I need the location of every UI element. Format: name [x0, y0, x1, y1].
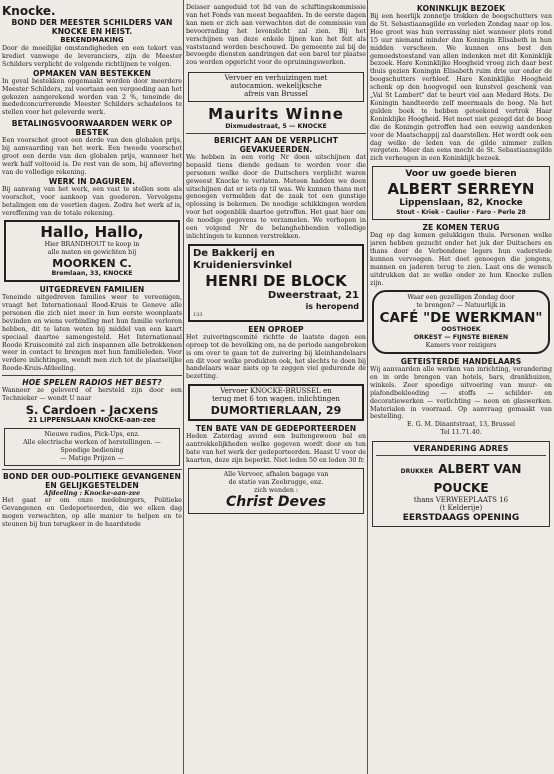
headline: HOE SPELEN RADIOS HET BEST?: [22, 378, 162, 388]
advert-address: Dweerstraat, 21: [267, 289, 359, 301]
article-text: Bij een heerlijk zonnetje trokken de boogschutters van de St. Sebastiaansgilde en verleden Zondag naar op los. Hoe groot was hun verrassing niet wanneer plots rond 15 uur niemand minder dan Koningin Elisabeth in hun midden verscheen. We kunnen ons best den gemoedstoestand van allen indenken met dit Koninklijk bezoek. Hare Koninklijke Hoogheid vroeg zich daar best thuis gezien Koningin Elisabeth ruim drie uur onder de boogschutters verbleef. Hare Koninklijke Hoogheid schonk op den hoogvogel een kunstvol geschenk van „Val St Lambert" dat te beurt viel aan Medard Hots. De Koningin handteerde zelf meermaals de boog. Na het gulden boek te hebben geteekend vertrok Haar Koninklijke Hoogheid. Het moet niet gezegd dat de boog die de Koningin getroffen had een eeuwig aandenken voor de Maatschappij zal daarstellen. Het wordt ook een dag welke de leden van de gilde nimmer zullen vergeten. Meer dan eens mocht de St. Sebastiaansgilde zich verheugen in een Koninklijk bezoek.: [370, 13, 552, 163]
advert-address: Dixmudestraat, 5 — KNOCKE: [225, 122, 327, 130]
advert-name: S. Cardoen - Jacxens: [25, 403, 159, 417]
advert-cafe: [372, 290, 550, 354]
advert-text: terug met 6 ton wagen. inlichtingen: [212, 395, 340, 404]
advert-name: Christ Deves: [226, 494, 326, 511]
advert-address: DUMORTIERLAAN, 29: [210, 404, 342, 418]
advert-prefix: DRUKKER: [400, 468, 434, 476]
article-text: Het gaat er om onze medeburgers, Politieke Gevangenen en Gedeporteerden, die we elken dag mogen verwachten, op alle manier te helpen en te steunen bij hun terugkeer in de haardstede: [2, 497, 182, 529]
advert-text: zich wenden :: [253, 486, 299, 494]
separator: [2, 469, 182, 470]
advert-bakkerij: [188, 244, 364, 322]
column-rule: [183, 0, 184, 774]
subheadline: Afdeeling : Knocke-aan-zee: [43, 489, 141, 497]
separator: [2, 375, 182, 376]
advert-bieren: [372, 166, 550, 220]
advert-text: De Bakkerij en: [193, 247, 275, 259]
article-text: Heden Zaterdag avond een buitengewoon bal en aantrekkelijkheden welke gegeven wordt door en ten bate van het werk der gedeporteerden. Haast U voor de kaarten, deze zijn beperkt. Niet leden 50 en leden 30 fr.: [186, 433, 366, 464]
headline: VERANDERING ADRES: [413, 444, 509, 454]
advert-text: is heropend: [305, 301, 359, 311]
headline: BOND DER OUD-POLITIEKE GEVANGENEN EN GELIJKGESTELDEN: [3, 471, 181, 490]
advert-name: ALBERT SERREYN: [387, 180, 535, 199]
advert-address: Bremlaan, 33, KNOCKE: [51, 270, 133, 278]
advert-adres: [372, 441, 550, 527]
headline: KONINKLIJK BEZOEK: [416, 4, 506, 13]
subheadline: BETALINGSVOORWAARDEN WERK OP BESTEK: [11, 119, 173, 138]
advert-name: ALBERT VAN POUCKE: [433, 462, 522, 496]
article-text: Door de moeilijke omstandigheden en een tekort van krediet vanwege de leveranciers, zijn de Meester Schilders verplicht de volgende richtlijnen te volgen.: [2, 45, 182, 68]
advert-text: Nieuwe radios, Pick-Ups, enz.: [44, 430, 140, 438]
advert-name: CAFÉ "DE WERKMAN": [379, 310, 543, 327]
town-heading: Knocke.: [2, 4, 56, 18]
subheadline: WERK IN DAGUREN.: [48, 176, 136, 186]
advert-text: Stout - Kriek - Caulier - Faro - Perle 28: [396, 209, 526, 217]
advert-text: Vervoer KNOCKE-BRUSSEL en: [220, 387, 332, 396]
column-right: [370, 0, 552, 774]
advert-text: thans VERWEEPLAATS 16: [413, 496, 509, 505]
article-text: Deisser aangeduid tot lid van de schiftingskommissie van het Fonds van meest begaafden. In de eerste dagen kan men er zich aan verwachten dat de commissie van bevoorrading het levenslicht zal zien. Bij het verschijnen van deze enkele lijnen kan het feit als vaststaand worden beschouwd. De gemeente zal bij de bevoegde diensten aandringen dat een barel ter plaatse zou worden opgericht voor de opruimingswerken.: [186, 4, 366, 67]
article-text: Wij aanvaarden alle werken van inrichting, verandering en in orde brengen van hotels, bars, drankhuizen, winkels. Zeer spoedige uitvoering van muur- en plafondbekleeding — stoffs — schilder- en decoratiewerken — verlichting — neon en glaswerken. Materialen in voorraad. Op aanvraag gemaakt van bestelling.: [370, 366, 552, 421]
advert-number: 133: [193, 311, 203, 318]
advert-name: Maurits Winne: [208, 104, 344, 123]
article-text: Een voorschot groot een derde van den globalen prijs, bij aanvaarding van het werk. Een tweede voorschot groot een derde van den globalen prijs, wanneer het werk half voltooid is. De rest van de som, bij aflevering van de volledige rekening.: [2, 137, 182, 176]
headline: GETEISTERDE HANDELAARS: [400, 357, 522, 366]
advert-text: Waar een gezelligen Zondag door: [407, 294, 515, 302]
advert-text: alle maten en gewichten bij: [47, 249, 137, 257]
separator: [376, 455, 546, 456]
article-text: In geval bestekken opgemaakt worden door meerdere Meester Schilders, zal voortaan een vergoeding aan het gekozen aangerekend worden van 2 %, teneinde de mededconcurrerende Meester Schilders schadeloos te stellen voor het geleverde werk.: [2, 77, 182, 117]
advert-text: — Matige Prijzen —: [60, 454, 124, 462]
advert-knocke-brussel: [188, 384, 364, 421]
advert-vervoer: [188, 72, 364, 102]
article-text: Tel 11.71.40.: [440, 429, 482, 437]
subheadline: BEKENDMAKING: [60, 36, 124, 44]
headline: BOND DER MEESTER SCHILDERS VAN KNOCKE EN HEIST.: [11, 18, 173, 36]
article-text: We hebben in een vorig Nr doen uitschijnen dat bepaald tiens diende gedaan te worden voor die personen welke door de Duitschers verplicht waren geweest Knocke te verlaten. Meteen hadden we doen uitschijnen dat er iets op til was. We kunnen thans met genoegen vermelden dat de zaak tot een gunstige oplossing is bekomen. De noodige schikkingen worden voor het oogenblik daartoe getroffen. Het gaat hier om de noodige gegevens te verzamelen. We verhopen in een volgend Nr de belanghebbenden volledige inlichtingen te kunnen verstrekken.: [186, 153, 366, 240]
article-text: E. G. M. Dinantstraat, 13, Brussel: [406, 421, 516, 429]
advert-text: Vervoer en verhuizingen met: [224, 74, 328, 83]
column-left: [2, 0, 182, 774]
advert-text: EERSTDAAGS OPENING: [402, 512, 520, 523]
advert-address: Lippenslaan, 82, Knocke: [399, 198, 523, 209]
headline: ZE KOMEN TERUG: [422, 223, 500, 233]
advert-text: te brengen? — Natuurlijk in: [416, 302, 506, 310]
advert-address: 21 LIPPENSLAAN KNOCKE-aan-zee: [28, 416, 156, 424]
separator: [186, 133, 366, 134]
advert-text: de statie van Zeebrugge, enz.: [228, 478, 324, 486]
article-text: Bij aanvang van het werk, een vast te stellen som als voorschot, voor aankoop van goederen. Vervolgens betalingen om de veertien dagen. Zodra het werk af is, vereffening van de totale rekening.: [2, 185, 182, 217]
advert-brandhout: [4, 220, 180, 282]
column-middle: [186, 0, 366, 774]
headline: UITGEDREVEN FAMILIEN: [39, 285, 145, 295]
advert-name-line: [376, 458, 546, 496]
advert-alle-vervoer: [188, 468, 364, 515]
article-text: Teneinde uitgedreven families weer te vereenigen, vraagt het Internationaal Rood-Kruis te Geneve alle personen die zich niet meer in hun eerste woonplaats bevinden en wiens verbinding met hun familie verloren hebben, dit te laten weten bij middel van een kaart speciaal daartoe samengesteld. Het Internationaal Roode Kruiscomité zal zich inspannen alle betrokkenen weer in contact te brengen met hun familieleden. Voor verdere inlichtingen, wendt men zich tot de plaatselijke Roode-Kruis-Afdeeling.: [2, 294, 182, 373]
advert-text: Hier BRANDHOUT te koop in: [44, 241, 140, 249]
advert-text: Voor uw goede bieren: [405, 169, 517, 180]
advert-address: OOSTHOEK: [441, 326, 481, 334]
article-text: Wanneer ze geleverd of hersteld zijn door een Technieker — wendt U naar: [2, 387, 182, 403]
article-text: Dag op dag komen gelukkigen thuis. Personen welke jaren hebben gezucht onder het juk der Duitschers en thans door de Verbondene legers hun vaderstede kunnen vervoegen. Het doet genoegen die jongens, mannen en jaderen terug te zien. Laat ons de wensch uitdrukken dat ze welke onder ze hun Knocke zullen zijn.: [370, 232, 552, 287]
advert-text: ORKEST — FIJNSTE BIEREN: [413, 334, 509, 342]
headline: EEN OPROEP: [248, 324, 304, 334]
advert-title: Hallo, Hallo,: [40, 223, 144, 242]
advert-text: autocamion. wekelijksche: [230, 82, 322, 91]
advert-name: MOORKEN C.: [52, 257, 132, 271]
advert-radio: [4, 428, 180, 466]
subheadline: OPMAKEN VAN BESTEKKEN: [33, 68, 151, 78]
advert-text: afreis van Brussel: [244, 90, 308, 99]
advert-text: Kruideniersvinkel: [193, 259, 293, 271]
advert-text: Alle Vervoer, afhalen bagage van: [223, 470, 329, 478]
advert-text: Kamers voor reizigers: [425, 342, 497, 350]
advert-name: HENRI DE BLOCK: [205, 271, 347, 290]
advert-text: (t Kelderije): [439, 504, 483, 513]
advert-text: Alle electrische werken of herstellingen. — Spoedige bediening: [23, 438, 161, 454]
article-text: Het zuiveringscomité richtte de laatste dagen een oproep tot de bevolking om, na de periode aangebroken is om over te gaan tot de zuivering bij kleinhandelaars en dit voor welke produkten ook, het slechts te doen bij handelaars waar niets op te zeggen viel gedurende de bezetting.: [186, 333, 366, 381]
headline: TEN BATE VAN DE GEDEPORTEERDEN: [195, 424, 357, 434]
headline: BERICHT AAN DE VERPLICHT GEVAKUEERDEN.: [214, 135, 338, 154]
column-rule: [367, 0, 368, 774]
